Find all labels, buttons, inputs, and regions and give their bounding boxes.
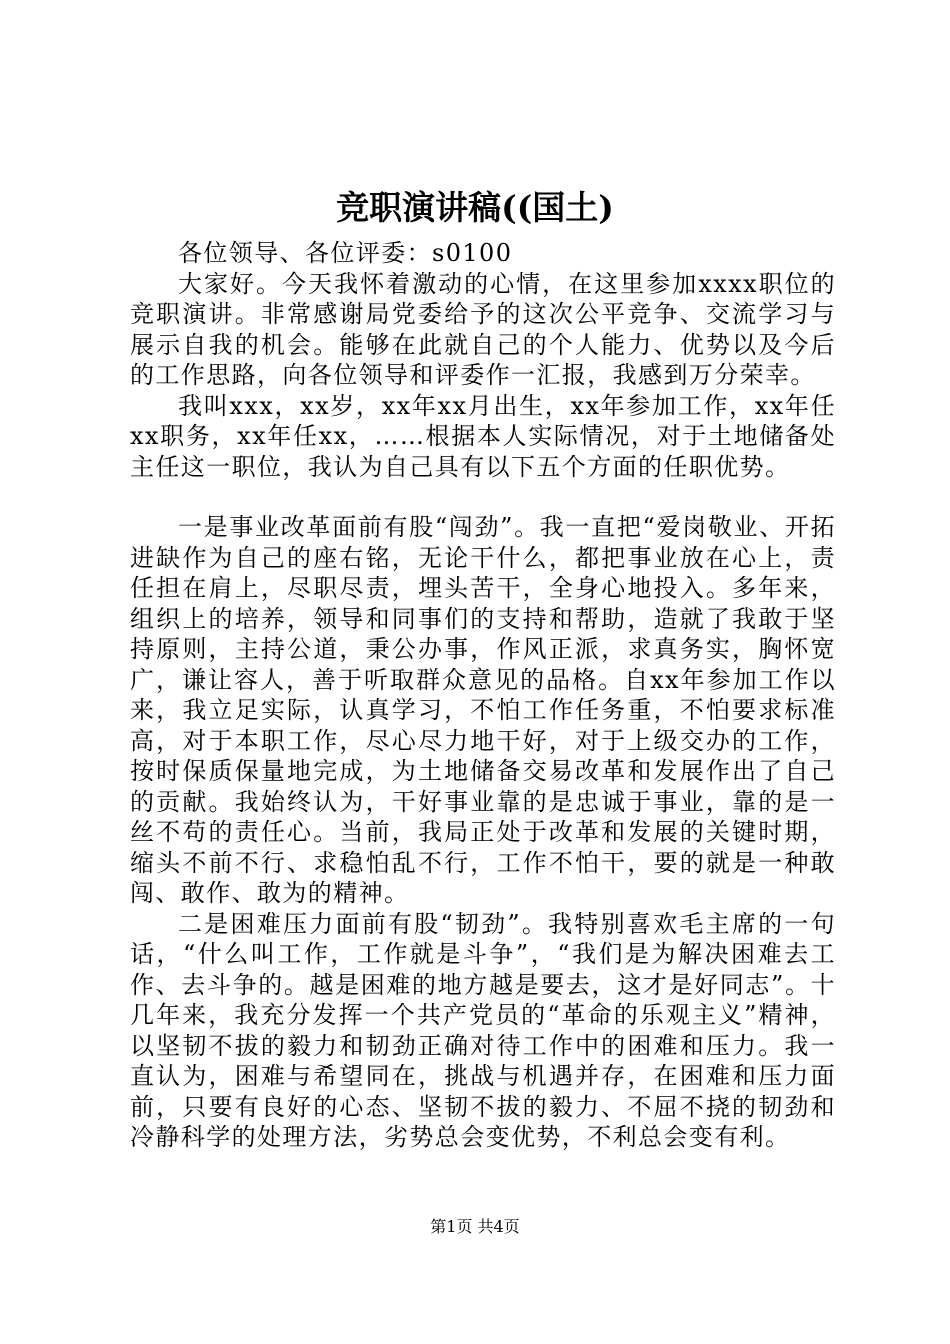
page-number-footer: 第1页 共4页 — [430, 1217, 520, 1236]
opening-paragraph: 大家好。今天我怀着激动的心情，在这里参加xxxx职位的竞职演讲。非常感谢局党委给予的这次公平竞争、交流学习与展示自我的机会。能够在此就自己的个人能力、优势以及今后的工作思路，向各位领导和评委作一汇报，我感到万分荣幸。 — [130, 269, 836, 389]
advantage-two-paragraph: 二是困难压力面前有股“韧劲”。我特别喜欢毛主席的一句话，“什么叫工作，工作就是斗争”，“我们是为解决困难去工作、去斗争的。越是困难的地方越是要去，这才是好同志”。十几年来，我充分发挥一个共产党员的“革命的乐观主义”精神，以坚韧不拔的毅力和韧劲正确对待工作中的困难和压力。我一直认为，困难与希望同在，挑战与机遇并存，在困难和压力面前，只要有良好的心态、坚韧不拔的毅力、不屈不挠的韧劲和冷静科学的处理方法，劣势总会变优势，不利总会变有利。 — [130, 909, 836, 1151]
paragraph-spacer — [130, 482, 836, 512]
salutation-paragraph: 各位领导、各位评委：s0100 — [178, 239, 513, 267]
self-introduction-paragraph: 我叫xxx，xx岁，xx年xx月出生，xx年参加工作，xx年任xx职务，xx年任xx，……根据本人实际情况，对于土地储备处主任这一职位，我认为自己具有以下五个方面的任职优势。 — [130, 391, 836, 481]
advantage-one-paragraph: 一是事业改革面前有股“闯劲”。我一直把“爱岗敬业、开拓进缺作为自己的座右铭，无论干什么，都把事业放在心上，责任担在肩上，尽职尽责，埋头苦干，全身心地投入。多年来，组织上的培养，领导和同事们的支持和帮助，造就了我敢于坚持原则，主持公道，秉公办事，作风正派，求真务实，胸怀宽广，谦让容人，善于听取群众意见的品格。自xx年参加工作以来，我立足实际，认真学习，不怕工作任务重，不怕要求标准高，对于本职工作，尽心尽力地干好，对于上级交办的工作，按时保质保量地完成，为土地储备交易改革和发展作出了自己的贡献。我始终认为，干好事业靠的是忠诚于事业，靠的是一丝不苟的责任心。当前，我局正处于改革和发展的关键时期，缩头不前不行、求稳怕乱不行，工作不怕干，要的就是一种敢闯、敢作、敢为的精神。 — [130, 513, 836, 907]
document-body — [130, 238, 836, 1153]
document-title: 竞职演讲稿((国土) — [336, 188, 614, 227]
